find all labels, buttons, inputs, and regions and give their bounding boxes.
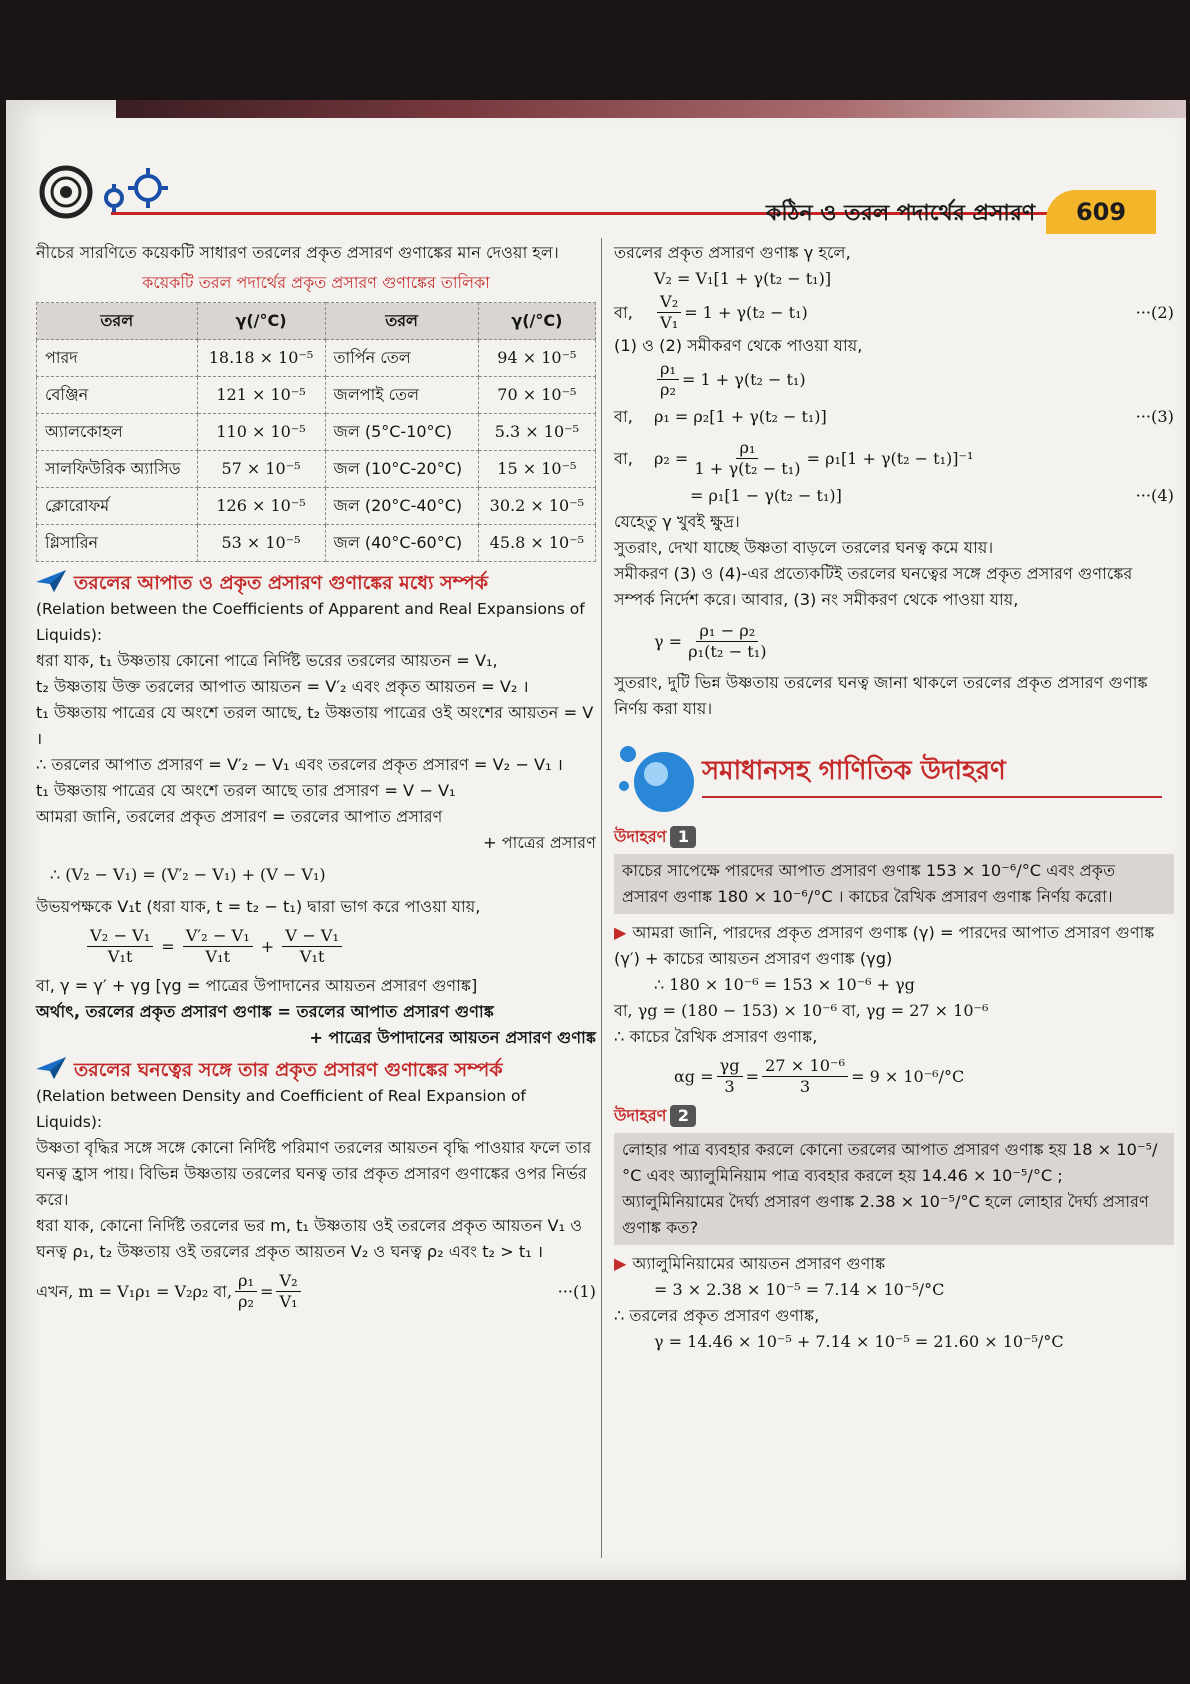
section-subtitle-english: (Relation between Density and Coefficient of Real Expansion of Liquids): [36, 1087, 526, 1131]
table-cell: জলপাই তেল [325, 377, 478, 414]
table-cell: 45.8 × 10⁻⁵ [478, 525, 595, 562]
solution-line: ▶ অ্যালুমিনিয়ামের আয়তন প্রসারণ গুণাঙ্ক [614, 1254, 886, 1273]
example-label: উদাহরণ [614, 827, 667, 846]
solved-examples-heading: সমাধানসহ গাণিতিক উদাহরণ [702, 756, 1006, 786]
table-cell: পারদ [37, 340, 198, 377]
left-column [36, 240, 596, 1312]
paragraph: সুতরাং, দুটি ভিন্ন উষ্ণতায় তরলের ঘনত্ব জানা থাকলে তরলের প্রকৃত প্রসারণ গুণাঙ্ক নির্ণয় করা যায়। [614, 673, 1148, 718]
chapter-title: কঠিন ও তরল পদার্থের প্রসারণ [766, 201, 1036, 226]
table-row [37, 488, 596, 525]
table-header-row [37, 303, 596, 340]
paper-plane-icon [36, 1057, 66, 1079]
table-title: কয়েকটি তরল পদার্থের প্রকৃত প্রসারণ গুণাঙ্কের তালিকা [142, 273, 490, 292]
table-cell: জল (40°C-60°C) [325, 525, 478, 562]
fraction: $\frac{\gamma g}{3}$ [717, 1056, 743, 1097]
table-cell: 15 × 10⁻⁵ [478, 451, 595, 488]
fraction: $\frac{\text{V − V₁}}{\text{V₁t}}$ [282, 926, 342, 967]
equation-number: ···(4) [1135, 486, 1174, 505]
table-cell: বেঞ্জিন [37, 377, 198, 414]
equation-number: ···(3) [1135, 407, 1174, 426]
fraction: $\frac{\text{V₂}}{\text{V₁}}$ [657, 292, 681, 333]
derivation-line: ধরা যাক, কোনো নির্দিষ্ট তরলের ভর m, t₁ উষ্ণতায় ওই তরলের প্রকৃত আয়তন V₁ ও ঘনত্ব ρ₁, t₂ উষ্ণতায় ওই তরলের প্রকৃত আয়তন V₂ ও ঘনত্ব ρ₂ এবং t₂ > t₁ । [36, 1216, 583, 1261]
solution-line: ▶ আমরা জানি, পারদের প্রকৃত প্রসারণ গুণাঙ্ক (γ) = পারদের আপাত প্রসারণ গুণাঙ্ক (γ′) + কাচের আয়তন প্রসারণ গুণাঙ্ক (γg) [614, 923, 1155, 968]
table-cell: গ্লিসারিন [37, 525, 198, 562]
example-number: 2 [670, 1105, 696, 1127]
table-cell: 18.18 × 10⁻⁵ [197, 340, 325, 377]
derivation-line: + পাত্রের প্রসারণ [482, 833, 596, 852]
heading-underline [702, 796, 1162, 798]
fraction: $\frac{\text{ρ₁}}{\text{ρ₂}}$ [235, 1271, 257, 1312]
conclusion-line: + পাত্রের উপাদানের আয়তন প্রসারণ গুণাঙ্ক [309, 1028, 596, 1047]
table-row [37, 451, 596, 488]
table-cell: 30.2 × 10⁻⁵ [478, 488, 595, 525]
fraction: $\frac{\text{V₂}}{\text{V₁}}$ [276, 1271, 300, 1312]
derivation-line: সুতরাং, দেখা যাচ্ছে উষ্ণতা বাড়লে তরলের ঘনত্ব কমে যায়। [614, 538, 994, 557]
equation-1: এখন, m = V₁ρ₁ = V₂ρ₂ বা, $\frac{\text{ρ₁}}{\text{ρ₂}}$ = $\frac{\text{V₂}}{\text{V₁}}$ ···(1) [36, 1271, 596, 1311]
fraction-equation: $\frac{\text{V₂ − V₁}}{\text{V₁t}}$ = $\frac{\text{V′₂ − V₁}}{\text{V₁t}}$ + $\frac{\text{V − V₁}}{\text{V₁t}}$ [36, 920, 596, 973]
table-cell: 110 × 10⁻⁵ [197, 414, 325, 451]
table-header-cell: তরল [37, 303, 198, 340]
example-1 [614, 824, 1174, 1103]
equation: V₂ = V₁[1 + γ(t₂ − t₁)] [654, 269, 832, 288]
bubble-icon [614, 736, 700, 816]
derivation-line: তরলের প্রকৃত প্রসারণ গুণাঙ্ক γ হলে, [614, 243, 851, 262]
table-header-cell: তরল [325, 303, 478, 340]
derivation-line: ∴ তরলের আপাত প্রসারণ = V′₂ − V₁ এবং তরলের প্রকৃত প্রসারণ = V₂ − V₁ । [36, 755, 563, 774]
derivation-line: বা, γ = γ′ + γg [γg = পাত্রের উপাদানের আয়তন প্রসারণ গুণাঙ্ক] [36, 976, 478, 995]
section-heading-density: তরলের ঘনত্বের সঙ্গে তার প্রকৃত প্রসারণ গুণাঙ্কের সম্পর্ক [36, 1057, 596, 1083]
solution-fraction: αg = $\frac{\gamma g}{3}$ = $\frac{\text{27 × 10⁻⁶}}{3}$ = 9 × 10⁻⁶/°C [674, 1056, 965, 1096]
equation-4: = ρ₁[1 − γ(t₂ − t₁)] ···(4) [614, 483, 1174, 509]
book-page [6, 100, 1186, 1580]
equation-2: বা, $\frac{\text{V₂}}{\text{V₁}}$ = 1 + γ(t₂ − t₁) ···(2) [614, 292, 1174, 332]
intro-text: নীচের সারণিতে কয়েকটি সাধারণ তরলের প্রকৃত প্রসারণ গুণাঙ্কের মান দেওয়া হল। [36, 243, 559, 262]
example-number: 1 [670, 826, 696, 848]
derivation-line: উভয়পক্ষকে V₁t (ধরা যাক, t = t₂ − t₁) দ্বারা ভাগ করে পাওয়া যায়, [36, 897, 481, 916]
paragraph: উষ্ণতা বৃদ্ধির সঙ্গে সঙ্গে কোনো নির্দিষ্ট পরিমাণ তরলের আয়তন বৃদ্ধি পাওয়ার ফলে তার ঘনত্ব হ্রাস পায়। বিভিন্ন উষ্ণতায় তরলের ঘনত্ব তার প্রকৃত প্রসারণ গুণাঙ্কের ওপর নির্ভর করে। [36, 1138, 592, 1209]
derivation-line: (1) ও (2) সমীকরণ থেকে পাওয়া যায়, [614, 336, 863, 355]
section-heading-apparent-real: তরলের আপাত ও প্রকৃত প্রসারণ গুণাঙ্কের মধ্যে সম্পর্ক [36, 570, 596, 596]
paragraph: সমীকরণ (3) ও (4)-এর প্রত্যেকটিই তরলের ঘনত্বের সঙ্গে প্রকৃত প্রসারণ গুণাঙ্কের সম্পর্ক নির্দেশ করে। আবার, (3) নং সমীকরণ থেকে পাওয়া যায়, [614, 564, 1133, 609]
coefficients-table [36, 302, 596, 562]
fraction-equation: γ = $\frac{\text{ρ₁ − ρ₂}}{\text{ρ₁(t₂ − t₁)}}$ [614, 613, 1174, 670]
fraction-equation: $\frac{\text{ρ₁}}{\text{ρ₂}}$ = 1 + γ(t₂ − t₁) [614, 359, 1174, 400]
section-subtitle-english: (Relation between the Coefficients of Apparent and Real Expansions of Liquids): [36, 600, 585, 644]
solution-line: বা, γg = (180 − 153) × 10⁻⁶ বা, γg = 27 × 10⁻⁶ [614, 1001, 989, 1020]
right-column [614, 240, 1174, 1355]
solution-line: γ = 14.46 × 10⁻⁵ + 7.14 × 10⁻⁵ = 21.60 × 10⁻⁵/°C [654, 1332, 1064, 1351]
table-cell: 70 × 10⁻⁵ [478, 377, 595, 414]
derivation-line: যেহেতু γ খুবই ক্ষুদ্র। [614, 512, 740, 531]
table-cell: 5.3 × 10⁻⁵ [478, 414, 595, 451]
page-number: 609 [1046, 190, 1156, 234]
top-edge-strip [116, 100, 1186, 118]
table-cell: অ্যালকোহল [37, 414, 198, 451]
fraction: $\frac{\text{ρ₁}}{\text{1 + γ(t₂ − t₁)}}$ [694, 438, 801, 478]
table-cell: সালফিউরিক অ্যাসিড [37, 451, 198, 488]
derivation-line: ধরা যাক, t₁ উষ্ণতায় কোনো পাত্রে নির্দিষ্ট ভরের তরলের আয়তন = V₁, [36, 651, 498, 670]
table-cell: জল (20°C-40°C) [325, 488, 478, 525]
example-question: লোহার পাত্র ব্যবহার করলে কোনো তরলের আপাত প্রসারণ গুণাঙ্ক হয় 18 × 10⁻⁵/°C এবং অ্যালুমিনিয়াম পাত্র ব্যবহার করলে হয় 14.46 × 10⁻⁵/°C ; অ্যালুমিনিয়ামের দৈর্ঘ্য প্রসারণ গুণাঙ্ক 2.38 × 10⁻⁵/°C হলে লোহার দৈর্ঘ্য প্রসারণ গুণাঙ্ক কত? [614, 1133, 1174, 1245]
triangle-bullet-icon: ▶ [614, 923, 627, 942]
derivation-line: t₁ উষ্ণতায় পাত্রের যে অংশে তরল আছে, t₂ উষ্ণতায় পাত্রের ওই অংশের আয়তন = V । [36, 703, 594, 748]
fraction-equation: বা, ρ₂ = $\frac{\text{ρ₁}}{\text{1 + γ(t₂ − t₁)}}$ = ρ₁[1 + γ(t₂ − t₁)]⁻¹ [614, 438, 974, 478]
derivation-line: t₁ উষ্ণতায় পাত্রের যে অংশে তরল আছে তার প্রসারণ = V − V₁ [36, 781, 456, 800]
fraction: $\frac{\text{ρ₁}}{\text{ρ₂}}$ [657, 359, 679, 400]
table-cell: 126 × 10⁻⁵ [197, 488, 325, 525]
table-cell: জল (10°C-20°C) [325, 451, 478, 488]
equation-3: বা, ρ₁ = ρ₂[1 + γ(t₂ − t₁)] ···(3) [614, 400, 1174, 434]
equation-number: ···(1) [557, 1281, 596, 1301]
table-cell: 121 × 10⁻⁵ [197, 377, 325, 414]
solution-line: ∴ 180 × 10⁻⁶ = 153 × 10⁻⁶ + γg [654, 975, 915, 994]
solution-line: = 3 × 2.38 × 10⁻⁵ = 7.14 × 10⁻⁵/°C [654, 1280, 945, 1299]
table-cell: ক্লোরোফর্ম [37, 488, 198, 525]
table-cell: জল (5°C-10°C) [325, 414, 478, 451]
table-cell: 57 × 10⁻⁵ [197, 451, 325, 488]
table-row [37, 525, 596, 562]
column-divider [601, 238, 602, 1558]
solved-examples-banner [614, 730, 1174, 820]
triangle-bullet-icon: ▶ [614, 1254, 627, 1273]
equation-number: ···(2) [1135, 302, 1174, 322]
table-row [37, 340, 596, 377]
conclusion-line: অর্থাৎ, তরলের প্রকৃত প্রসারণ গুণাঙ্ক = তরলের আপাত প্রসারণ গুণাঙ্ক [36, 1002, 494, 1021]
derivation-line: t₂ উষ্ণতায় উক্ত তরলের আপাত আয়তন = V′₂ এবং প্রকৃত আয়তন = V₂ । [36, 677, 529, 696]
example-question: কাচের সাপেক্ষে পারদের আপাত প্রসারণ গুণাঙ্ক 153 × 10⁻⁶/°C এবং প্রকৃত প্রসারণ গুণাঙ্ক 180 × 10⁻⁶/°C । কাচের রৈখিক প্রসারণ গুণাঙ্ক নির্ণয় করো। [614, 854, 1174, 914]
table-row [37, 414, 596, 451]
table-cell: 53 × 10⁻⁵ [197, 525, 325, 562]
equation: ∴ (V₂ − V₁) = (V′₂ − V₁) + (V − V₁) [50, 865, 326, 884]
fraction: $\frac{\text{ρ₁ − ρ₂}}{\text{ρ₁(t₂ − t₁)}}$ [688, 621, 767, 661]
fraction: $\frac{\text{V′₂ − V₁}}{\text{V₁t}}$ [183, 926, 253, 967]
table-cell: 94 × 10⁻⁵ [478, 340, 595, 377]
paper-plane-icon [36, 570, 66, 592]
solution-line: ∴ কাচের রৈখিক প্রসারণ গুণাঙ্ক, [614, 1027, 818, 1046]
table-header-cell: γ(/°C) [197, 303, 325, 340]
fraction: $\frac{\text{V₂ − V₁}}{\text{V₁t}}$ [87, 926, 153, 967]
table-row [37, 377, 596, 414]
table-cell: তার্পিন তেল [325, 340, 478, 377]
solution-line: ∴ তরলের প্রকৃত প্রসারণ গুণাঙ্ক, [614, 1306, 820, 1325]
fraction: $\frac{\text{27 × 10⁻⁶}}{3}$ [762, 1056, 848, 1097]
example-2 [614, 1103, 1174, 1355]
derivation-line: আমরা জানি, তরলের প্রকৃত প্রসারণ = তরলের আপাত প্রসারণ [36, 807, 443, 826]
table-header-cell: γ(/°C) [478, 303, 595, 340]
example-label: উদাহরণ [614, 1106, 667, 1125]
